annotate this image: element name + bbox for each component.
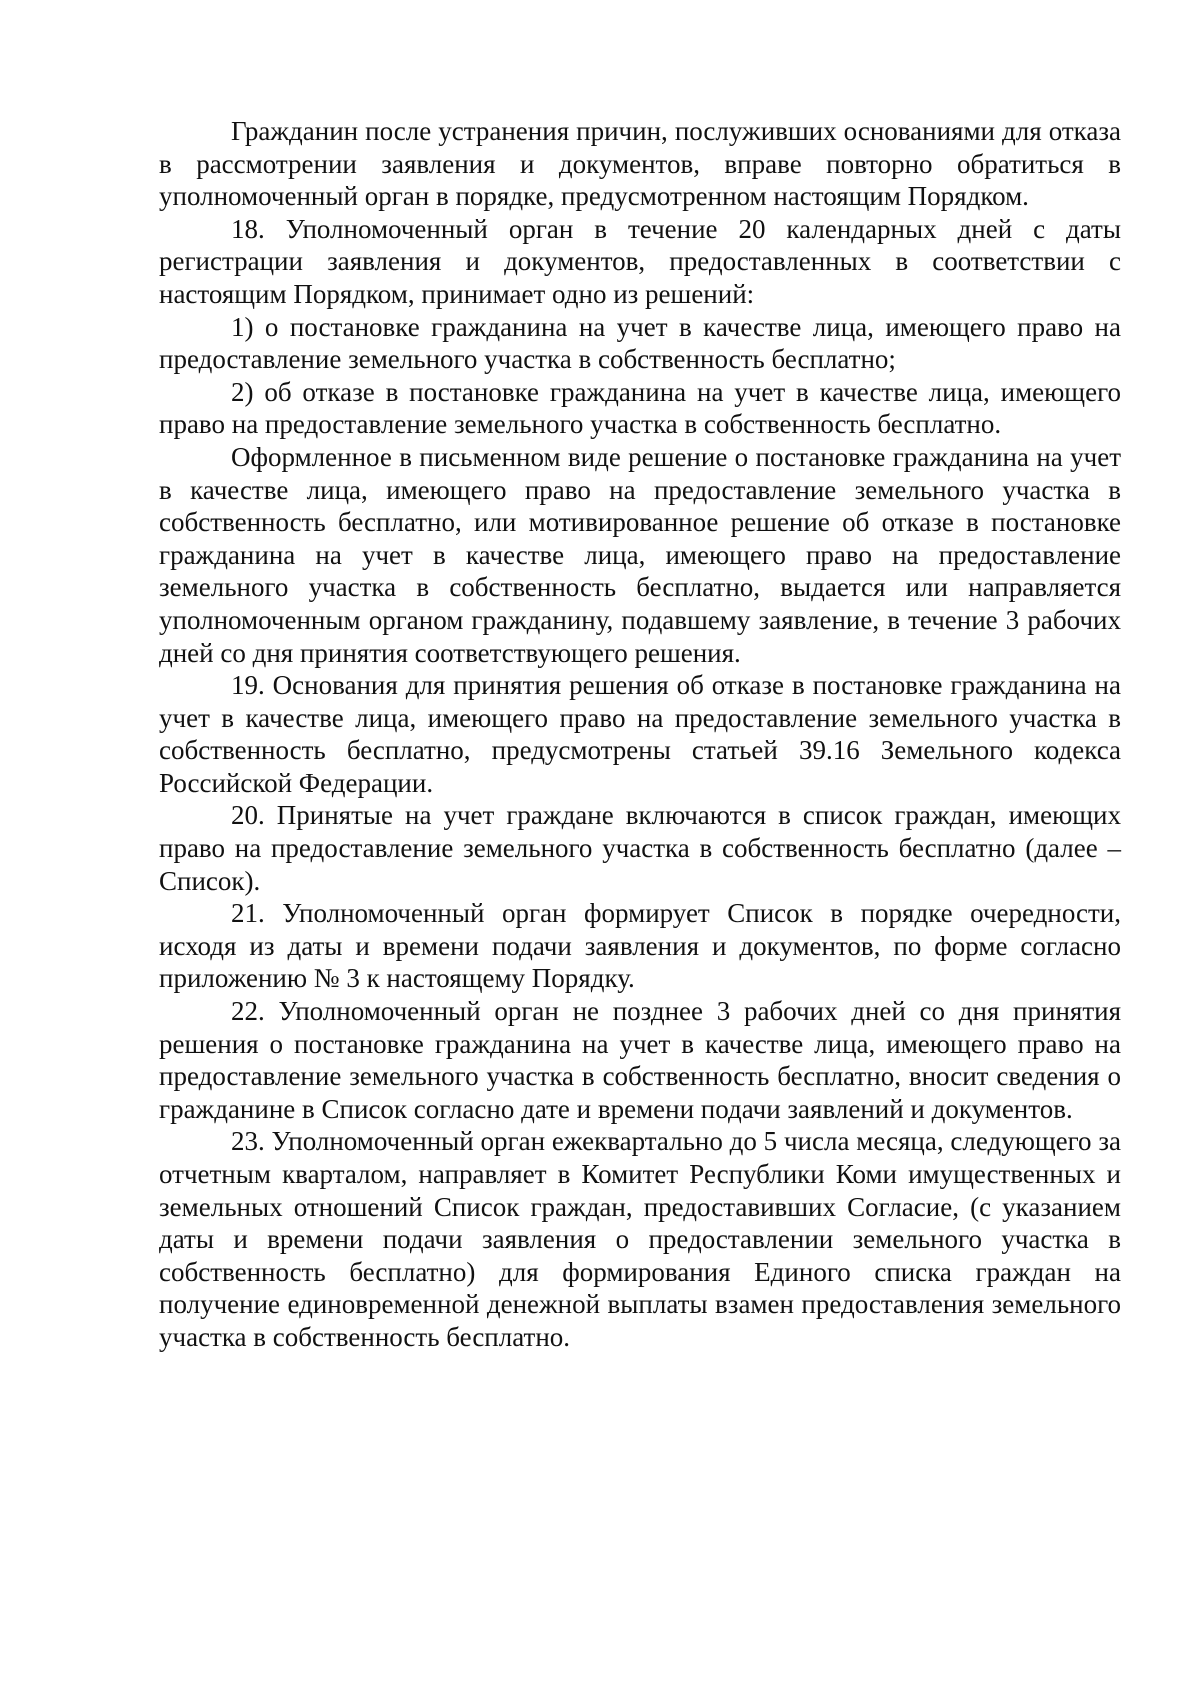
paragraph-20: 20. Принятые на учет граждане включаются в список граждан, имеющих право на предоставление земельного участка в собственность бесплатно (далее – Список). [159, 800, 1121, 896]
paragraph-22: 22. Уполномоченный орган не позднее 3 рабочих дней со дня принятия решения о постановке гражданина на учет в качестве лица, имеющего право на предоставление земельного участка в собственность бесплатно, вносит сведения о гражданине в Список согласно дате и времени подачи заявлений и документов. [159, 996, 1121, 1124]
paragraph-reapply: Гражданин после устранения причин, послуживших основаниями для отказа в рассмотрении заявления и документов, вправе повторно обратиться в уполномоченный орган в порядке, предусмотренном настоящим Порядком. [159, 116, 1121, 212]
document-body [159, 115, 1121, 1354]
paragraph-21: 21. Уполномоченный орган формирует Список в порядке очередности, исходя из даты и времени подачи заявления и документов, по форме согласно приложению № 3 к настоящему Порядку. [159, 898, 1121, 994]
paragraph-decision-delivery: Оформленное в письменном виде решение о постановке гражданина на учет в качестве лица, имеющего право на предоставление земельного участка в собственность бесплатно, или мотивированное решение об отказе в постановке гражданина на учет в качестве лица, имеющего право на предоставление земельного участка в собственность бесплатно, выдается или направляется уполномоченным органом гражданину, подавшему заявление, в течение 3 рабочих дней со дня принятия соответствующего решения. [159, 441, 1121, 668]
paragraph-18: 18. Уполномоченный орган в течение 20 календарных дней с даты регистрации заявления и документов, предоставленных в соответствии с настоящим Порядком, принимает одно из решений: [159, 213, 1121, 309]
paragraph-19: 19. Основания для принятия решения об отказе в постановке гражданина на учет в качестве лица, имеющего право на предоставление земельного участка в собственность бесплатно, предусмотрены статьей 39.16 Земельного кодекса Российской Федерации. [159, 670, 1121, 798]
paragraph-23: 23. Уполномоченный орган ежеквартально до 5 числа месяца, следующего за отчетным кварталом, направляет в Комитет Республики Коми имущественных и земельных отношений Список граждан, предоставивших Согласие, (с указанием даты и времени подачи заявления о предоставлении земельного участка в собственность бесплатно) для формирования Единого списка граждан на получение единовременной денежной выплаты взамен предоставления земельного участка в собственность бесплатно. [159, 1126, 1121, 1352]
paragraph-18-item-2: 2) об отказе в постановке гражданина на учет в качестве лица, имеющего право на предоставление земельного участка в собственность бесплатно. [159, 376, 1121, 440]
paragraph-18-item-1: 1) о постановке гражданина на учет в качестве лица, имеющего право на предоставление земельного участка в собственность бесплатно; [159, 311, 1121, 375]
